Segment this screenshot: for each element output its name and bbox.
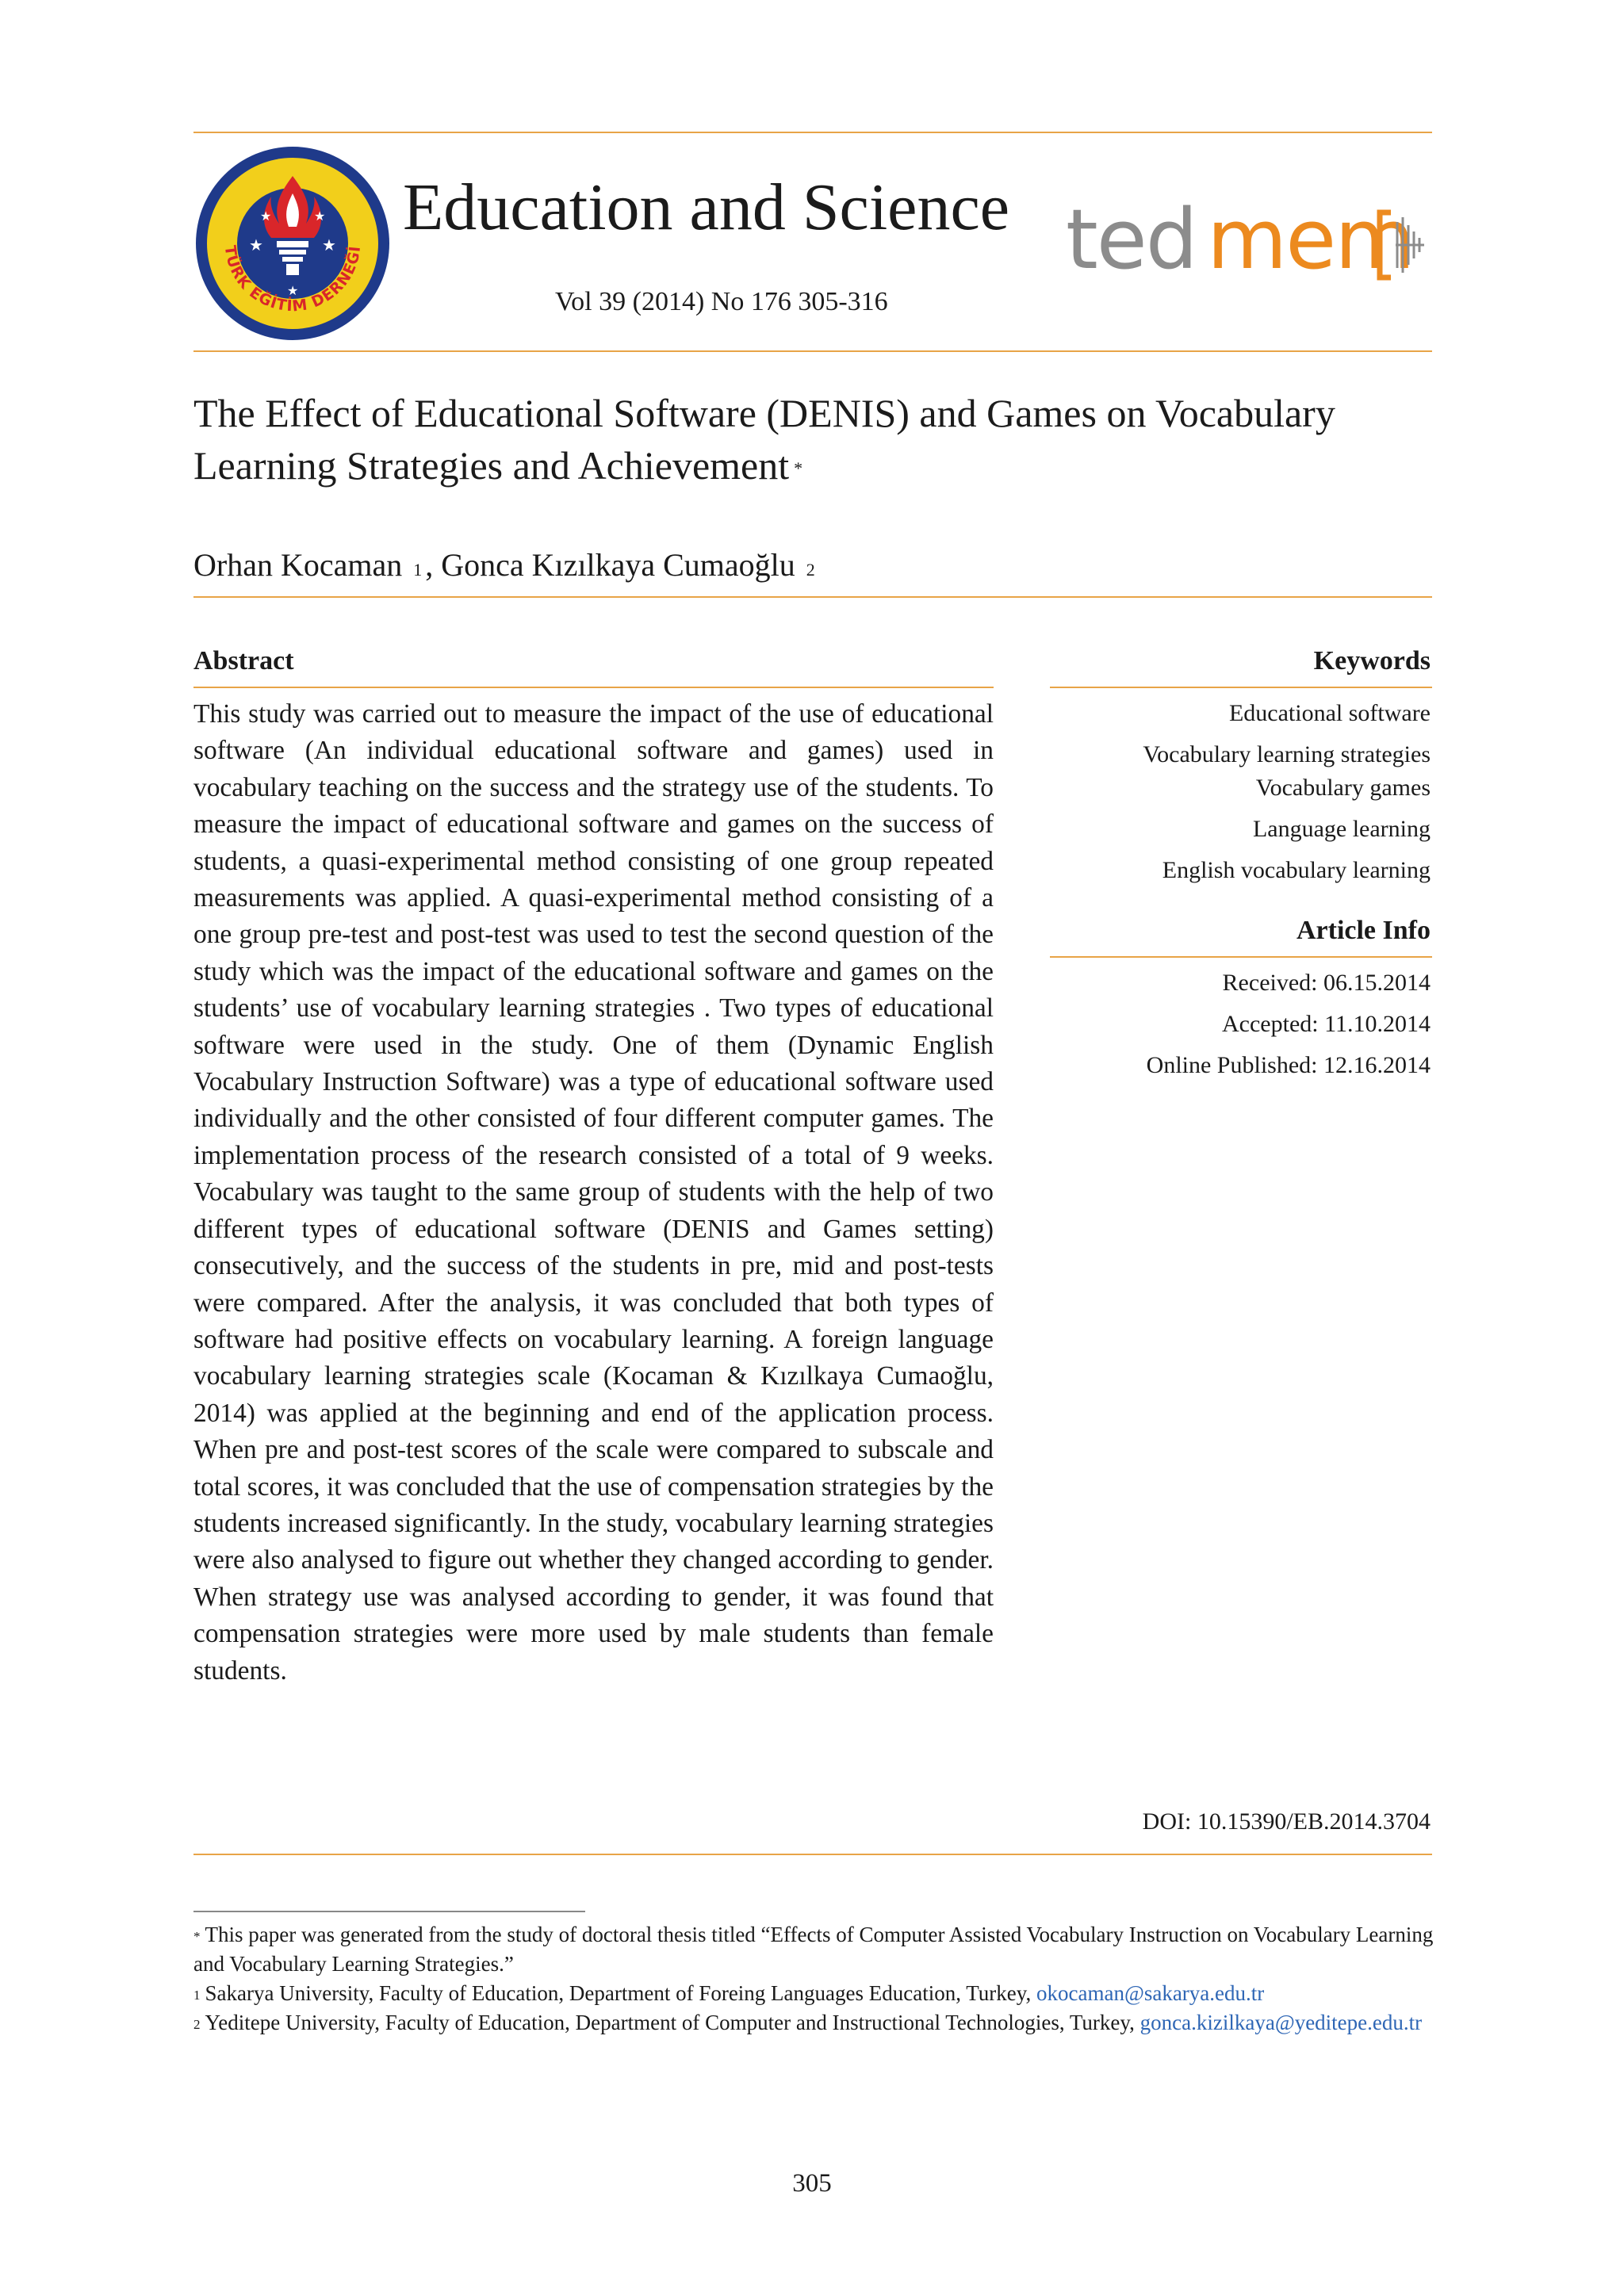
article-title-text: The Effect of Educational Software (DENIS) and Games on Vocabulary Learning Strategies and Achievement	[193, 391, 1335, 488]
footnotes	[193, 1920, 1446, 2038]
authors-rule	[193, 596, 1432, 598]
authors-line	[193, 544, 818, 587]
article-info-rule	[1050, 956, 1432, 958]
footnote-text: Sakarya University, Faculty of Education, Department of Foreing Languages Education, Turkey,	[205, 1981, 1032, 2005]
abstract-bottom-rule	[193, 1854, 1432, 1855]
keyword-item: Vocabulary learning strategies	[1143, 741, 1431, 767]
article-info-dates	[1002, 967, 1431, 1091]
page-number: 305	[792, 2169, 832, 2198]
accepted-date: Accepted: 11.10.2014	[1222, 1011, 1431, 1037]
author-separator: ,	[425, 547, 434, 583]
footnote-1	[193, 1979, 1446, 2008]
article-info-heading: Article Info	[1296, 916, 1431, 945]
article-title	[193, 387, 1438, 492]
abstract-body: This study was carried out to measure the impact of the use of educational software (An individual educational software and games) used in vocabulary teaching on the success and the strategy use of the students. To measure the impact of educational software and games on the success of students, a quasi-experimental method consisting of one group repeated measurements was applied. A quasi-experimental method consisting of a one group pre-test and post-test was used to test the second question of the study which was the impact of the educational software and games on the students’ use of vocabulary learning strategies . Two types of educational software were used in the study. One of them (Dynamic English Vocabulary Instruction Software) was a type of educational software used individually and the other consisted of four different computer games. The implementation process of the research consisted of a total of 9 weeks. Vocabulary was taught to the same group of students with the help of two different types of educational software (DENIS and Games setting) consecutively, and the success of the students in pre, mid and post-tests were compared. After the analysis, it was concluded that both types of software had positive effects on vocabulary learning. A foreign language vocabulary learning strategies scale (Kocaman & Kızılkaya Cumaoğlu, 2014) was applied at the beginning and end of the application process. When pre and post-test scores of the scale were compared to subscale and total scores, it was concluded that the use of compensation strategies by the students increased significantly. In the study, vocabulary learning strategies were also analysed to figure out whether they changed according to gender. When strategy use was analysed according to gender, it was found that compensation strategies were more used by male students than female students.	[193, 699, 994, 1686]
svg-text:★: ★	[287, 283, 299, 298]
title-footnote-mark: *	[794, 458, 803, 478]
author-name: Gonca Kızılkaya Cumaoğlu	[441, 547, 795, 583]
header-top-rule	[193, 132, 1432, 133]
footnote-separator	[193, 1911, 585, 1912]
published-date: Online Published: 12.16.2014	[1146, 1052, 1431, 1078]
keyword-item: English vocabulary learning	[1162, 857, 1431, 883]
author-2-email-link[interactable]: gonca.kizilkaya@yeditepe.edu.tr	[1139, 2011, 1423, 2034]
svg-text:★: ★	[260, 209, 272, 224]
received-date: Received: 06.15.2014	[1222, 970, 1431, 996]
footnote-mark: 2	[193, 2017, 201, 2032]
author-affiliation-mark: 1	[413, 560, 423, 580]
ted-society-logo	[193, 144, 392, 342]
svg-text:TÜRK EĞİTİM DERNEĞİ: TÜRK EĞİTİM DERNEĞİ	[220, 244, 365, 316]
footnote-mark: 1	[193, 1988, 201, 2003]
abstract-heading: Abstract	[193, 646, 294, 675]
keywords-heading-rule	[1050, 687, 1432, 688]
author-affiliation-mark: 2	[806, 560, 815, 580]
footnote-star	[193, 1920, 1446, 1979]
author-name: Orhan Kocaman	[193, 547, 403, 583]
footnote-mark: *	[193, 1929, 201, 1944]
svg-text:mem: mem	[1207, 198, 1414, 285]
journal-title: Education and Science	[403, 170, 1010, 244]
footnote-text: This paper was generated from the study of doctoral thesis titled “Effects of Computer Assisted Vocabulary Instruction on Vocabulary Learning and Vocabulary Learning Strategies.”	[193, 1923, 1434, 1976]
volume-issue-line: Vol 39 (2014) No 176 305-316	[555, 287, 888, 316]
svg-text:★: ★	[314, 209, 326, 224]
keyword-item: Language learning	[1252, 816, 1431, 842]
footnote-text: Yeditepe University, Faculty of Education, Department of Computer and Instructional Technologies, Turkey,	[205, 2011, 1135, 2034]
tedmem-logo	[1066, 198, 1438, 285]
keywords-list	[1002, 698, 1431, 896]
keyword-item: Vocabulary games	[1255, 775, 1431, 801]
keyword-item: Educational software	[1228, 700, 1431, 726]
doi: DOI: 10.15390/EB.2014.3704	[1142, 1808, 1431, 1835]
footnote-2	[193, 2008, 1446, 2038]
keywords-heading: Keywords	[1313, 646, 1431, 675]
abstract-heading-rule	[193, 687, 994, 688]
header-bottom-rule	[193, 350, 1432, 352]
author-1-email-link[interactable]: okocaman@sakarya.edu.tr	[1036, 1981, 1265, 2005]
svg-text:ted: ted	[1066, 198, 1197, 285]
svg-text:★: ★	[322, 235, 336, 254]
svg-text:★: ★	[249, 235, 263, 254]
